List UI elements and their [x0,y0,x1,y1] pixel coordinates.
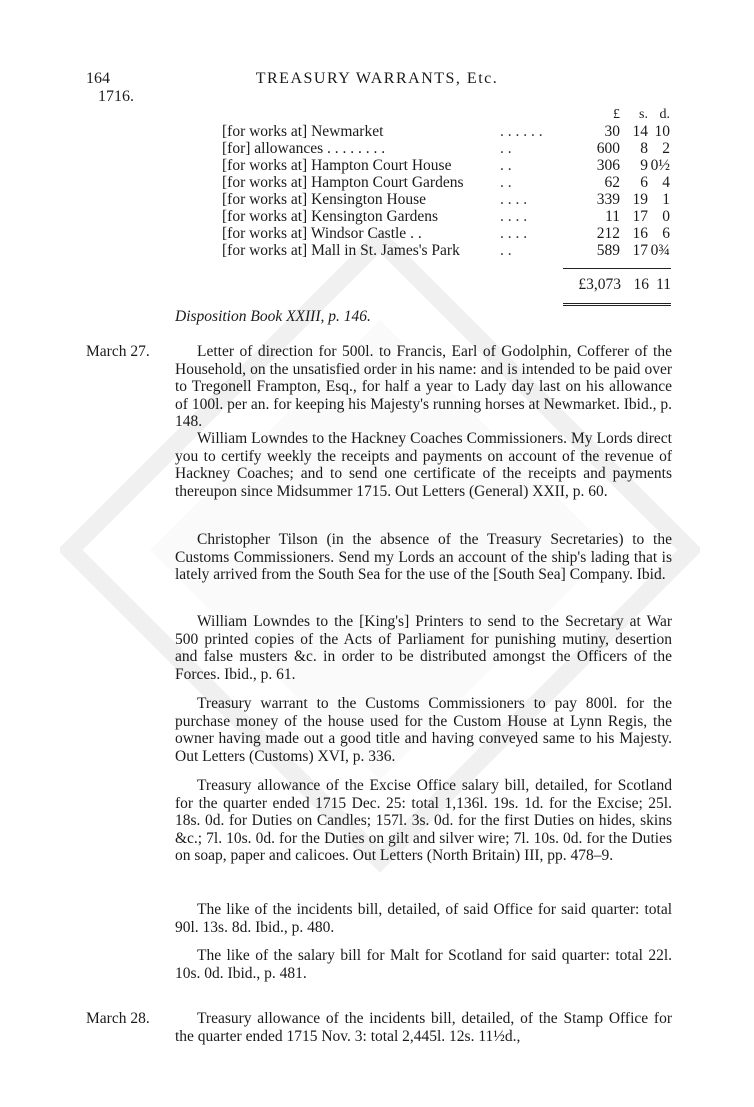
account-item-label: [for works at] Hampton Court Gardens [222,174,464,191]
entry-paragraph [175,777,672,865]
pounds-value: 339 [596,191,620,208]
account-row [222,208,670,225]
entry-text: Letter of direction for 500l. to Francis, Earl of Godolphin, Cofferer of the Household, on the unsatisfied order in his name: and is intended to be paid over to Tregonell Frampton, Esq., for half a year to Lady day last on his allowance of 100l. per an. for keeping his Majesty's running horses at Newmarket. Ibid., p. 148. [175,343,672,431]
total-pounds: £3,073 [578,276,621,293]
pounds-value: 30 [604,123,620,140]
account-item-label: [for works at] Windsor Castle . . [222,225,422,242]
total-row [563,276,671,293]
pence-value: 1 [662,191,670,208]
account-item-label: [for works at] Newmarket [222,123,384,140]
pounds-value: 212 [596,225,620,242]
account-item-label: [for works at] Mall in St. James's Park [222,242,460,259]
pence-value: 10 [654,123,670,140]
page-number: 164 [86,70,110,87]
entry-paragraph [175,343,672,431]
total-pence: 11 [656,276,671,293]
account-row [222,242,670,259]
entry-paragraph [175,613,672,683]
pounds-value: 600 [596,140,620,157]
account-row [222,123,670,140]
entry-paragraph [175,901,672,936]
pounds-value: 11 [605,208,620,225]
entry-paragraph [175,430,672,500]
shillings-value: 6 [640,174,648,191]
shillings-value: 19 [632,191,648,208]
entry-paragraph [175,531,672,584]
account-total [563,276,671,293]
account-row [222,140,670,157]
leader-dots: . . [500,242,512,259]
margin-date: March 27. [86,343,150,360]
pounds-header: £ [613,107,620,122]
entry-text: Christopher Tilson (in the absence of the Treasury Secretaries) to the Customs Commissioners. Send my Lords an account of the ship's lading that is lately arrived from the South Sea for the use of the [South Sea] Company. Ibid. [175,531,672,584]
account-row [222,174,670,191]
pounds-value: 589 [596,242,620,259]
running-year: 1716. [98,88,134,105]
pence-value: 0 [662,208,670,225]
entry-text: William Lowndes to the Hackney Coaches Commissioners. My Lords direct you to certify weekly the receipts and payments on account of the revenue of Hackney Coaches; and to send one certificate of the receipts and payments thereupon since Midsummer 1715. Out Letters (General) XXII, p. 60. [175,430,672,500]
pence-value: 0½ [650,157,670,174]
entry-text: Treasury allowance of the incidents bill, detailed, of the Stamp Office for the quarter ended 1715 Nov. 3: total 2,445l. 12s. 11½d., [175,1010,672,1045]
entry-text: William Lowndes to the [King's] Printers to send to the Secretary at War 500 printed copies of the Acts of Parliament for punishing mutiny, desertion and false musters &c. in order to be distributed amongst the Officers of the Forces. Ibid., p. 61. [175,613,672,683]
entry-text: The like of the salary bill for Malt for Scotland for said quarter: total 22l. 10s. 0d. Ibid., p. 481. [175,947,672,982]
pence-value: 2 [662,140,670,157]
pence-value: 6 [662,225,670,242]
pounds-value: 306 [596,157,620,174]
leader-dots: . . . . [500,191,528,208]
shillings-value: 17 [632,208,648,225]
account-header-row [222,106,670,123]
shillings-value: 17 [632,242,648,259]
account-row [222,157,670,174]
entry-text: Treasury allowance of the Excise Office salary bill, detailed, for Scotland for the quarter ended 1715 Dec. 25: total 1,136l. 19s. 1d. for the Excise; 25l. 18s. 0d. for Duties on Candles; 157l. 3s. 0d. for the first Duties on hides, skins &c.; 7l. 10s. 0d. for the Duties on gilt and silver wire; 7l. 10s. 0d. for the Duties on soap, paper and calicoes. Out Letters (North Britain) III, pp. 478–9. [175,777,672,865]
account-table [222,106,670,259]
running-title: TREASURY WARRANTS, Etc. [255,70,499,87]
shillings-header: s. [639,107,648,122]
entry-text: The like of the incidents bill, detailed, of said Office for said quarter: total 90l. 13s. 8d. Ibid., p. 480. [175,901,672,936]
margin-date: March 28. [86,1010,150,1027]
leader-dots: . . . . . . [500,123,543,140]
account-item-label: [for works at] Kensington Gardens [222,208,439,225]
shillings-value: 8 [640,140,648,157]
account-item-label: [for works at] Kensington House [222,191,427,208]
account-row [222,225,670,242]
pence-value: 4 [662,174,670,191]
leader-dots: . . [500,140,512,157]
entry-paragraph [175,947,672,982]
entry-paragraph [175,1010,672,1045]
entry-paragraph [175,695,672,765]
account-item-label: [for works at] Hampton Court House [222,157,452,174]
leader-dots: . . . . [500,208,528,225]
entry-text: Treasury warrant to the Customs Commissioners to pay 800l. for the purchase money of the house used for the Custom House at Lynn Regis, the owner having made out a good title and having conveyed same to his Majesty. Out Letters (Customs) XVI, p. 336. [175,695,672,765]
shillings-value: 9 [640,157,648,174]
leader-dots: . . . . [500,225,528,242]
account-item-label: [for] allowances . . . . . . . . [222,140,386,157]
account-row [222,191,670,208]
pence-header: d. [659,107,670,122]
pounds-value: 62 [604,174,620,191]
pence-value: 0¾ [650,242,670,259]
leader-dots: . . [500,174,512,191]
shillings-value: 16 [632,225,648,242]
shillings-value: 14 [632,123,648,140]
leader-dots: . . [500,157,512,174]
total-shillings: 16 [633,276,649,293]
citation: Disposition Book XXIII, p. 146. [175,308,371,325]
